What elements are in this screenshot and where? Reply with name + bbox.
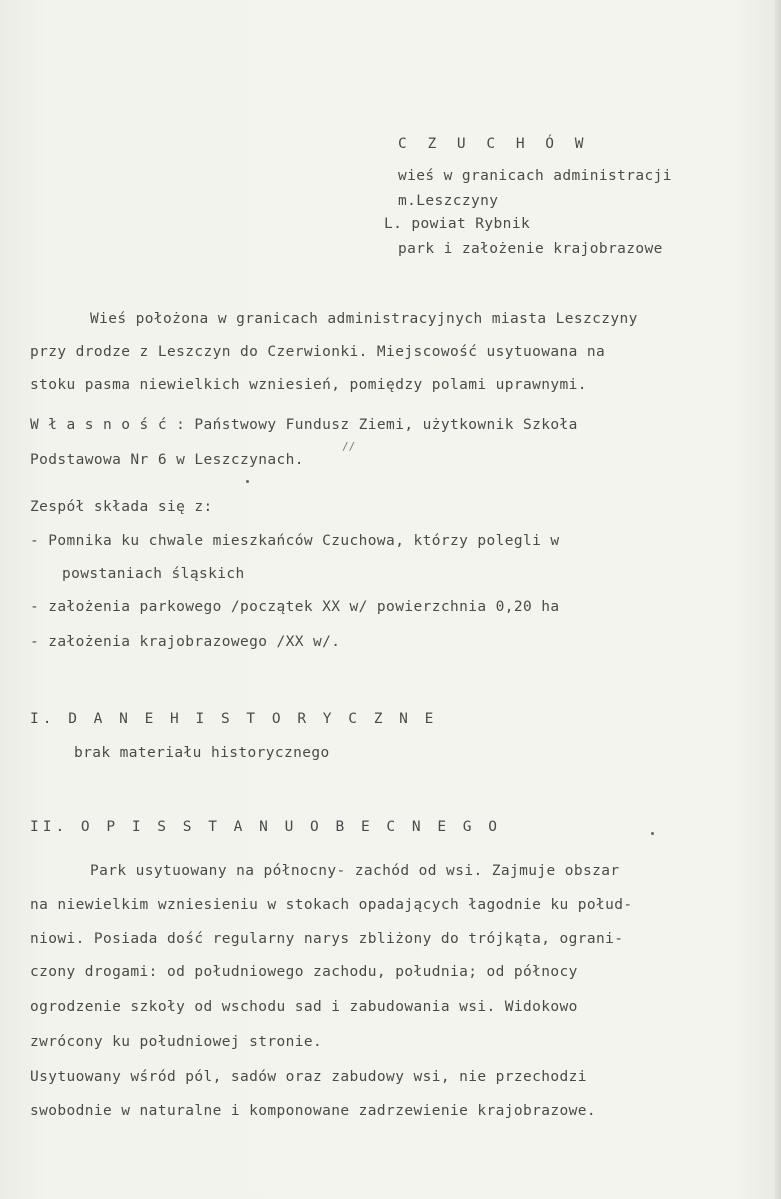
components-heading: Zespół składa się z:: [30, 499, 213, 515]
list-item-2: - założenia parkowego /początek XX w/ powierzchnia 0,20 ha: [30, 599, 560, 615]
section-2-line-4: czony drogami: od południowego zachodu, południa; od północy: [30, 964, 578, 980]
list-item-1: - Pomnika ku chwale mieszkańców Czuchowa, którzy polegli w: [30, 533, 560, 549]
list-item-1-continued: powstaniach śląskich: [62, 566, 245, 582]
ownership-line-2: Podstawowa Nr 6 w Leszczynach.: [30, 452, 304, 468]
page-edge-shadow: [775, 0, 781, 1199]
section-1-heading: I. D A N E H I S T O R Y C Z N E: [30, 711, 438, 727]
header-line-3: L. powiat Rybnik: [384, 216, 531, 232]
ownership-line: W ł a s n o ś ć : Państwowy Fundusz Ziemi, użytkownik Szkoła: [30, 417, 578, 433]
section-1-text: brak materiału historycznego: [74, 745, 330, 761]
intro-line-1: Wieś położona w granicach administracyjnych miasta Leszczyny: [90, 311, 638, 327]
header-line-2: m.Leszczyny: [398, 193, 499, 209]
intro-line-3: stoku pasma niewielkich wzniesień, pomiędzy polami uprawnymi.: [30, 377, 587, 393]
header-title: C Z U C H Ó W: [398, 136, 590, 152]
header-line-4: park i założenie krajobrazowe: [398, 241, 663, 257]
intro-line-2: przy drodze z Leszczyn do Czerwionki. Miejscowość usytuowana na: [30, 344, 606, 360]
section-2-line-5: ogrodzenie szkoły od wschodu sad i zabudowania wsi. Widokowo: [30, 999, 578, 1015]
ink-dot-2: [651, 832, 654, 835]
ink-dot: [246, 480, 249, 483]
section-2-line-3: niowi. Posiada dość regularny narys zbliżony do trójkąta, ograni-: [30, 931, 624, 947]
section-2-line-8: swobodnie w naturalne i komponowane zadrzewienie krajobrazowe.: [30, 1103, 597, 1119]
section-2-line-7: Usytuowany wśród pól, sadów oraz zabudowy wsi, nie przechodzi: [30, 1069, 587, 1085]
list-item-3: - założenia krajobrazowego /XX w/.: [30, 634, 341, 650]
ditto-mark: //: [342, 440, 356, 453]
section-2-line-2: na niewielkim wzniesieniu w stokach opadających łagodnie ku połud-: [30, 897, 633, 913]
section-2-line-1: Park usytuowany na północny- zachód od wsi. Zajmuje obszar: [90, 863, 620, 879]
header-line-1: wieś w granicach administracji: [398, 168, 672, 184]
section-2-heading: II. O P I S S T A N U O B E C N E G O: [30, 819, 502, 835]
section-2-line-6: zwrócony ku południowej stronie.: [30, 1034, 323, 1050]
